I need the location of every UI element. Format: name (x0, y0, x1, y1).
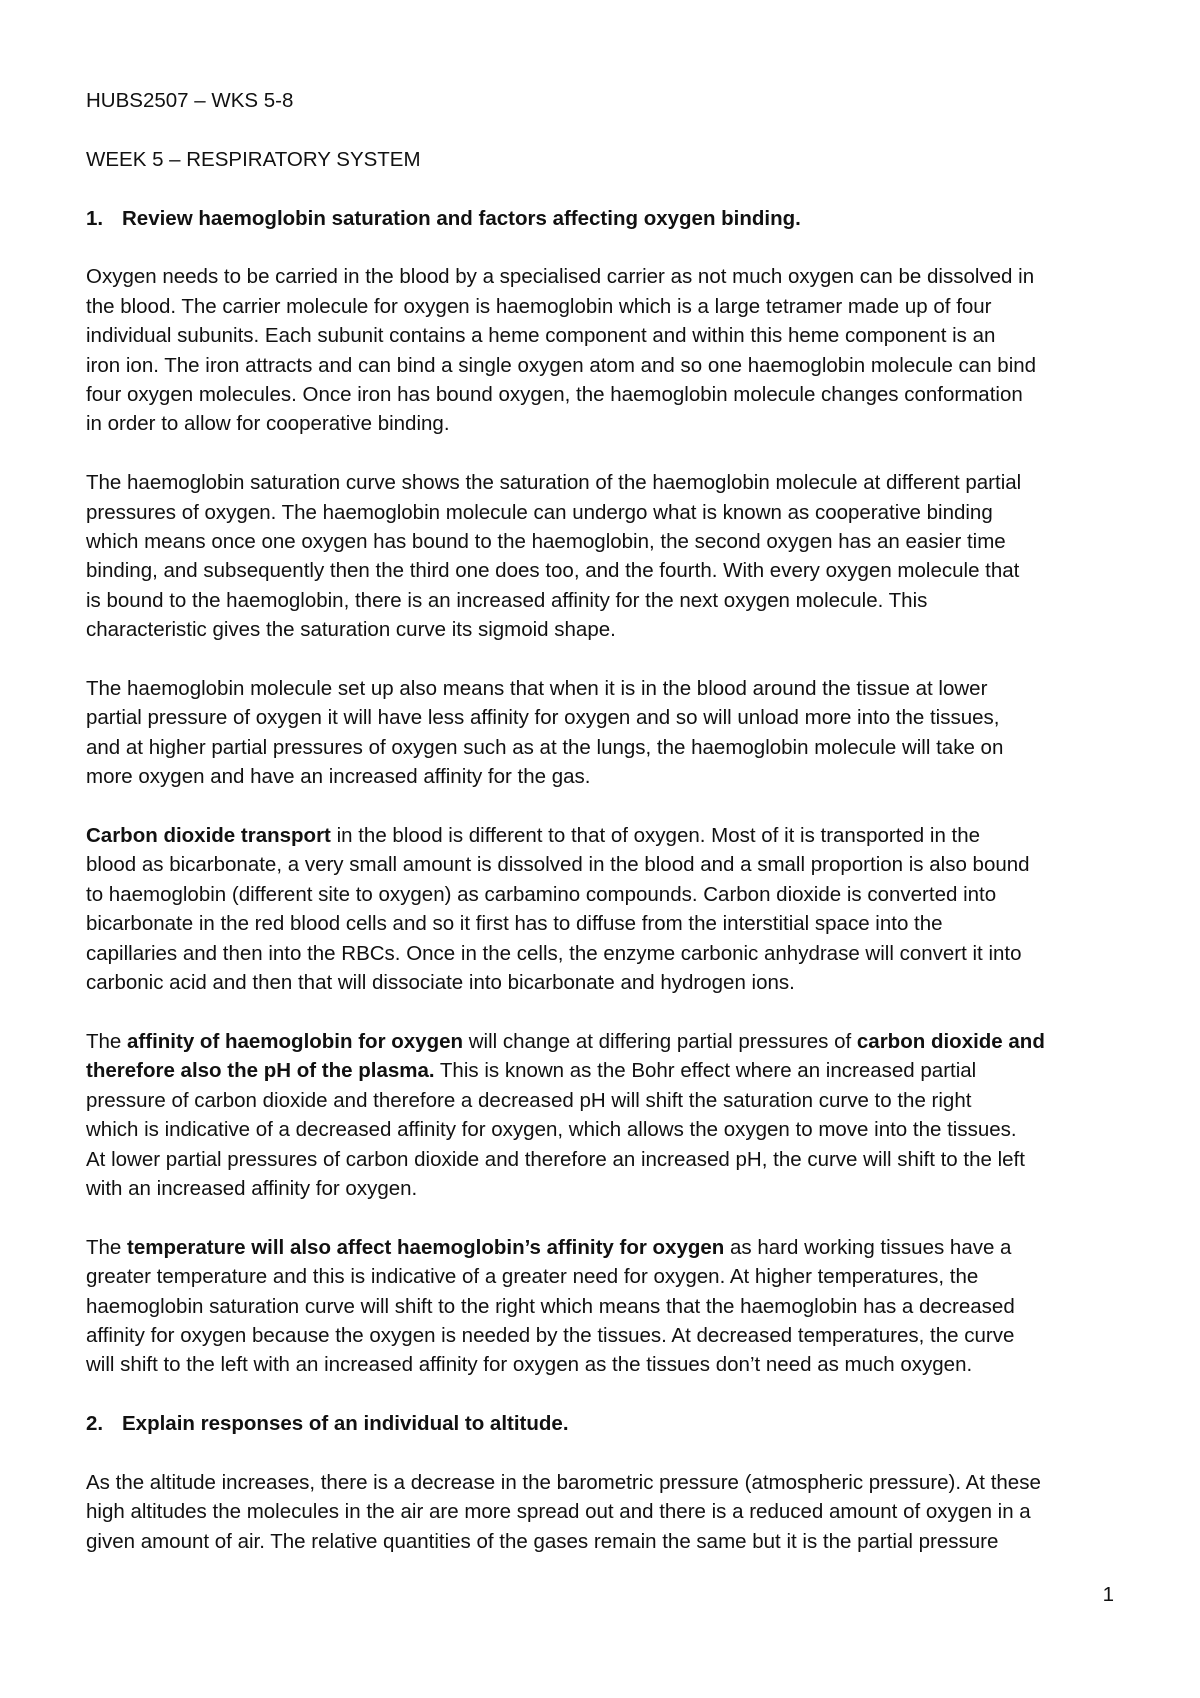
text-line: The haemoglobin saturation curve shows the saturation of the haemoglobin molecule at different partial (86, 471, 1022, 495)
bold-term: therefore also the pH of the plasma. (86, 1059, 435, 1083)
question-2-text: Explain responses of an individual to altitude. (122, 1412, 569, 1436)
text-run: will change at differing partial pressures of (463, 1029, 857, 1053)
paragraph-temperature (86, 1233, 1116, 1380)
text-line: capillaries and then into the RBCs. Once in the cells, the enzyme carbonic anhydrase will convert it into (86, 941, 1022, 965)
text-line: more oxygen and have an increased affinity for the gas. (86, 765, 591, 789)
text-line: four oxygen molecules. Once iron has bound oxygen, the haemoglobin molecule changes conformation (86, 383, 1023, 407)
paragraph-bohr-effect (86, 1027, 1116, 1203)
question-1-heading (86, 204, 1116, 233)
question-1-text: Review haemoglobin saturation and factors affecting oxygen binding. (122, 206, 801, 230)
text-line: partial pressure of oxygen it will have less affinity for oxygen and so will unload more into the tissues, (86, 706, 1000, 730)
text-line: At lower partial pressures of carbon dioxide and therefore an increased pH, the curve will shift to the left (86, 1147, 1025, 1171)
text-line: Oxygen needs to be carried in the blood by a specialised carrier as not much oxygen can be dissolved in (86, 265, 1035, 289)
question-2-number: 2. (86, 1412, 104, 1436)
text-line: to haemoglobin (different site to oxygen) as carbamino compounds. Carbon dioxide is converted into (86, 882, 997, 906)
text-line: characteristic gives the saturation curve its sigmoid shape. (86, 618, 616, 642)
document-body (86, 86, 1116, 1556)
text-line: pressures of oxygen. The haemoglobin molecule can undergo what is known as cooperative binding (86, 500, 993, 524)
text-run: in the blood is different to that of oxygen. Most of it is transported in the (330, 824, 981, 848)
text-line: and at higher partial pressures of oxygen such as at the lungs, the haemoglobin molecule will take on (86, 735, 1004, 759)
course-title: HUBS2507 – WKS 5-8 (86, 89, 294, 112)
text-line (86, 821, 1116, 850)
text-line: in order to allow for cooperative binding. (86, 412, 450, 436)
text-line: haemoglobin saturation curve will shift to the right which means that the haemoglobin has a decreased (86, 1294, 1015, 1318)
paragraph-oxygen-unloading (86, 674, 1116, 792)
text-line (86, 1027, 1116, 1056)
text-line: high altitudes the molecules in the air are more spread out and there is a reduced amount of oxygen in a (86, 1500, 1031, 1524)
text-line: individual subunits. Each subunit contains a heme component and within this heme component is an (86, 324, 996, 348)
bold-term: temperature will also affect haemoglobin’s affinity for oxygen (127, 1235, 725, 1259)
text-line: which means once one oxygen has bound to the haemoglobin, the second oxygen has an easier time (86, 530, 1006, 554)
text-run: The (86, 1029, 128, 1053)
text-run: The (86, 1235, 128, 1259)
bold-term: carbon dioxide and (856, 1029, 1045, 1053)
text-line: As the altitude increases, there is a decrease in the barometric pressure (atmospheric pressure). At these (86, 1470, 1041, 1494)
text-line: greater temperature and this is indicative of a greater need for oxygen. At higher temperatures, the (86, 1265, 979, 1289)
text-line: which is indicative of a decreased affinity for oxygen, which allows the oxygen to move into the tissues. (86, 1118, 1017, 1142)
paragraph-saturation-curve (86, 468, 1116, 644)
question-1-number: 1. (86, 206, 104, 230)
page-number: 1 (1102, 1583, 1114, 1606)
text-line: the blood. The carrier molecule for oxygen is haemoglobin which is a large tetramer made up of four (86, 294, 992, 318)
text-line: carbonic acid and then that will dissociate into bicarbonate and hydrogen ions. (86, 971, 795, 995)
text-run: This is known as the Bohr effect where an increased partial (434, 1059, 977, 1083)
paragraph-oxygen-carrier (86, 262, 1116, 438)
text-line: iron ion. The iron attracts and can bind a single oxygen atom and so one haemoglobin molecule can bind (86, 353, 1037, 377)
text-line (86, 1056, 1116, 1085)
text-line: affinity for oxygen because the oxygen is needed by the tissues. At decreased temperatures, the curve (86, 1323, 1015, 1347)
bold-term: affinity of haemoglobin for oxygen (127, 1029, 464, 1053)
text-line: with an increased affinity for oxygen. (86, 1176, 418, 1200)
text-line: is bound to the haemoglobin, there is an increased affinity for the next oxygen molecule. This (86, 588, 928, 612)
text-line: binding, and subsequently then the third one does too, and the fourth. With every oxygen molecule that (86, 559, 1020, 583)
text-run: as hard working tissues have a (724, 1235, 1012, 1259)
question-2-heading (86, 1409, 1116, 1438)
text-line: blood as bicarbonate, a very small amount is dissolved in the blood and a small proportion is also bound (86, 853, 1030, 877)
bold-term: Carbon dioxide transport (86, 824, 331, 848)
text-line: given amount of air. The relative quantities of the gases remain the same but it is the partial pressure (86, 1529, 999, 1553)
text-line (86, 1233, 1116, 1262)
text-line: The haemoglobin molecule set up also means that when it is in the blood around the tissue at lower (86, 677, 988, 701)
week-title: WEEK 5 – RESPIRATORY SYSTEM (86, 147, 421, 171)
text-line: will shift to the left with an increased affinity for oxygen as the tissues don’t need as much oxygen. (86, 1353, 973, 1377)
text-line: bicarbonate in the red blood cells and so it first has to diffuse from the interstitial space into the (86, 912, 943, 936)
text-line: pressure of carbon dioxide and therefore a decreased pH will shift the saturation curve to the right (86, 1088, 972, 1112)
paragraph-carbon-dioxide-transport (86, 821, 1116, 997)
paragraph-altitude (86, 1468, 1116, 1556)
